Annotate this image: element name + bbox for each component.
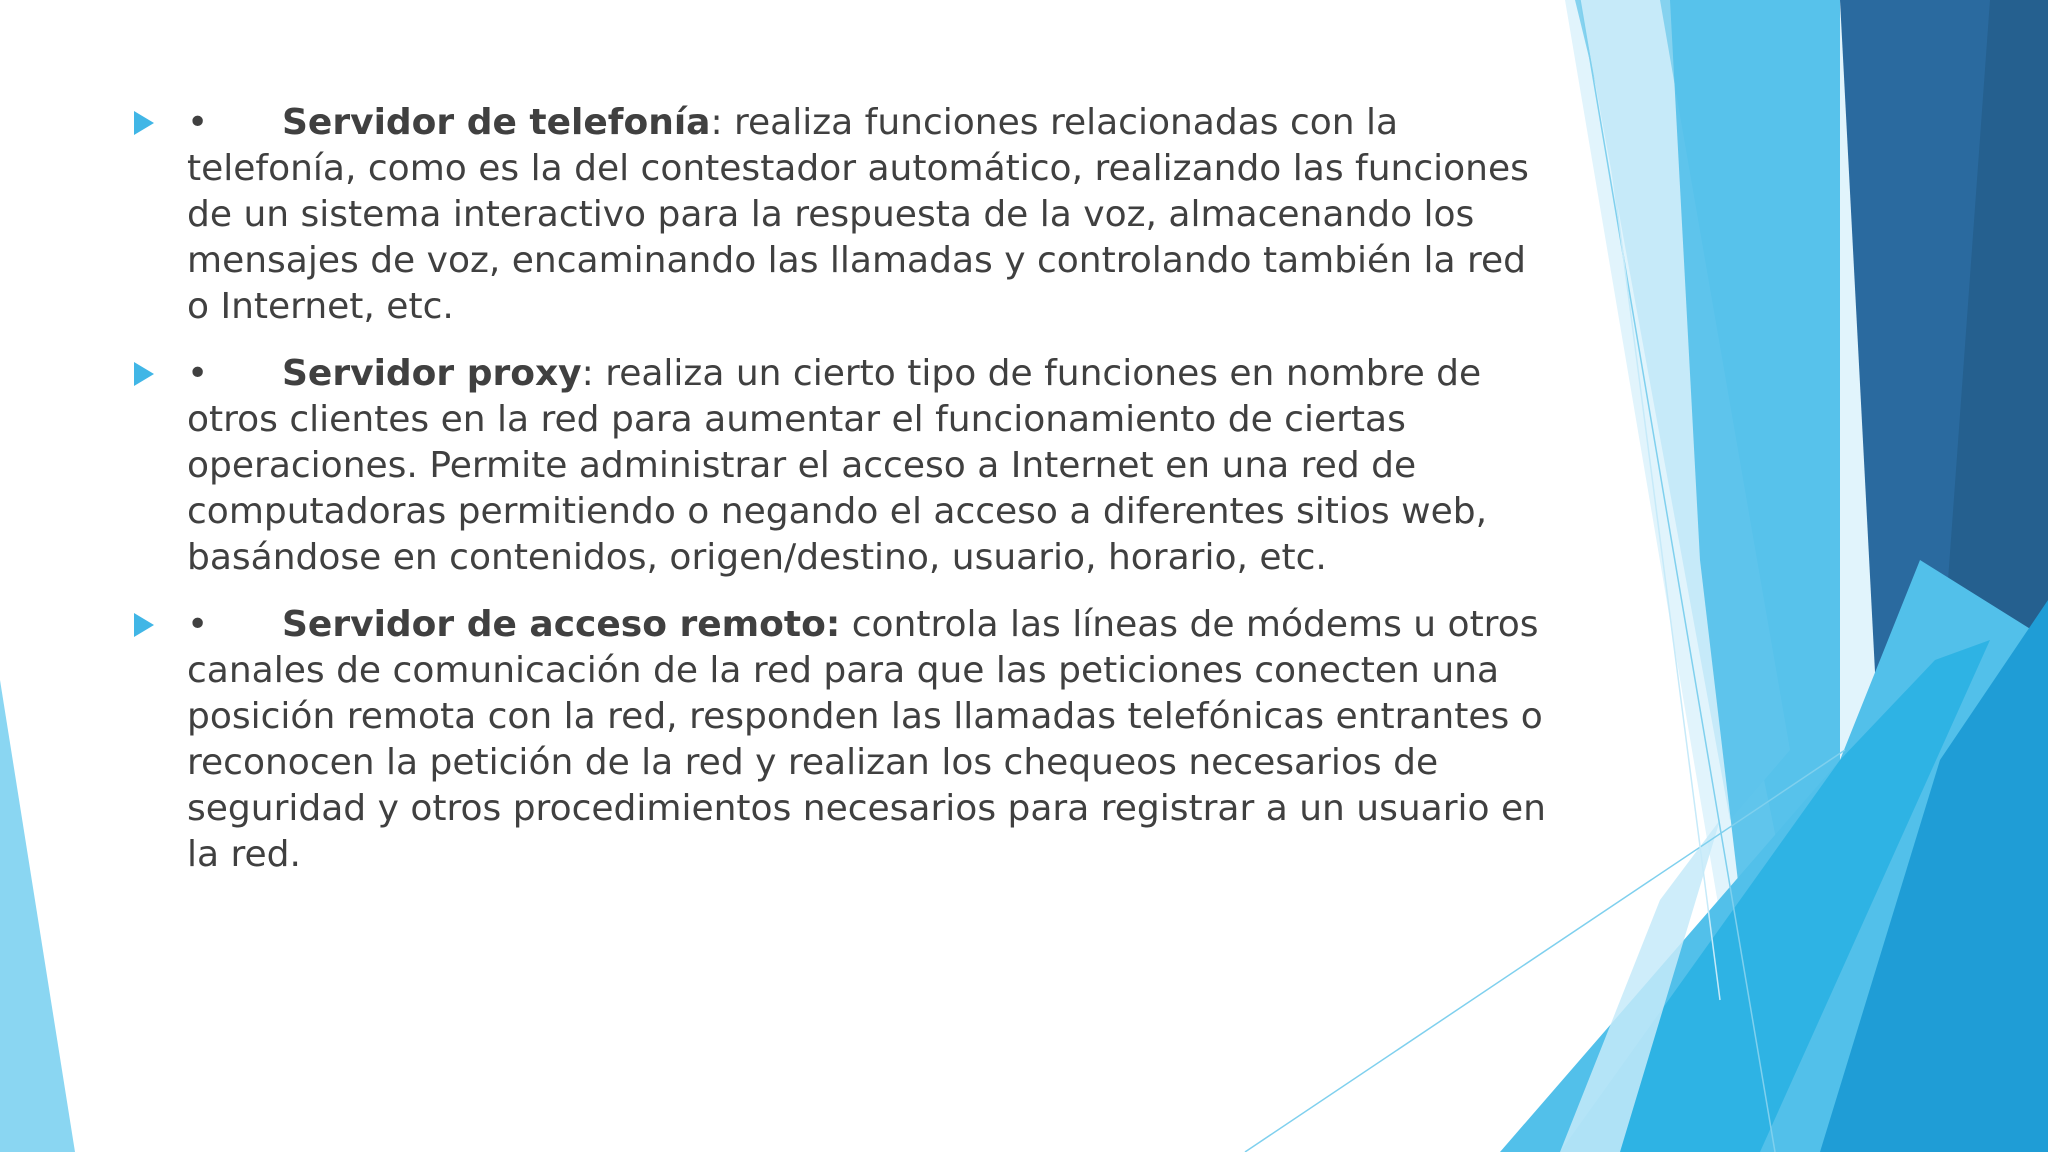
list-item-proxy-server: [128, 351, 1548, 581]
description-telephony-server: : realiza funciones relacionadas con la telefonía, como es la del contestador automático, realizando las funciones de un sistema interactivo para la respuesta de la voz, almacenando los mensajes de voz, encaminando las llamadas y controlando también la red o Internet, etc.: [187, 102, 1529, 327]
bullet-arrow-icon: [134, 362, 154, 386]
term-proxy-server: Servidor proxy: [282, 353, 582, 394]
bullet-dot: •: [187, 353, 209, 394]
description-remote-access-server: controla las líneas de módems u otros canales de comunicación de la red para que las peticiones conecten una posición remota con la red, responden las llamadas telefónicas entrantes o reconocen la petición de la red y realizan los chequeos necesarios de seguridad y otros procedimientos necesarios para registrar a un usuario en la red.: [187, 604, 1546, 875]
list-item-telephony-server: [128, 100, 1548, 330]
left-edge-shape: [0, 680, 75, 1152]
bullet-dot: •: [187, 604, 209, 645]
description-proxy-server: : realiza un cierto tipo de funciones en nombre de otros clientes en la red para aumentar el funcionamiento de ciertas operaciones. Permite administrar el acceso a Internet en una red de computadoras permitiendo o negando el acceso a diferentes sitios web, basándose en contenidos, origen/destino, usuario, horario, etc.: [187, 353, 1488, 578]
list-item-remote-access-server: [128, 602, 1548, 878]
term-remote-access-server: Servidor de acceso remoto:: [282, 604, 841, 645]
bullet-dot: •: [187, 102, 209, 143]
slide-content: [128, 100, 1548, 899]
bullet-arrow-icon: [134, 613, 154, 637]
term-telephony-server: Servidor de telefonía: [282, 102, 711, 143]
bullet-arrow-icon: [134, 111, 154, 135]
